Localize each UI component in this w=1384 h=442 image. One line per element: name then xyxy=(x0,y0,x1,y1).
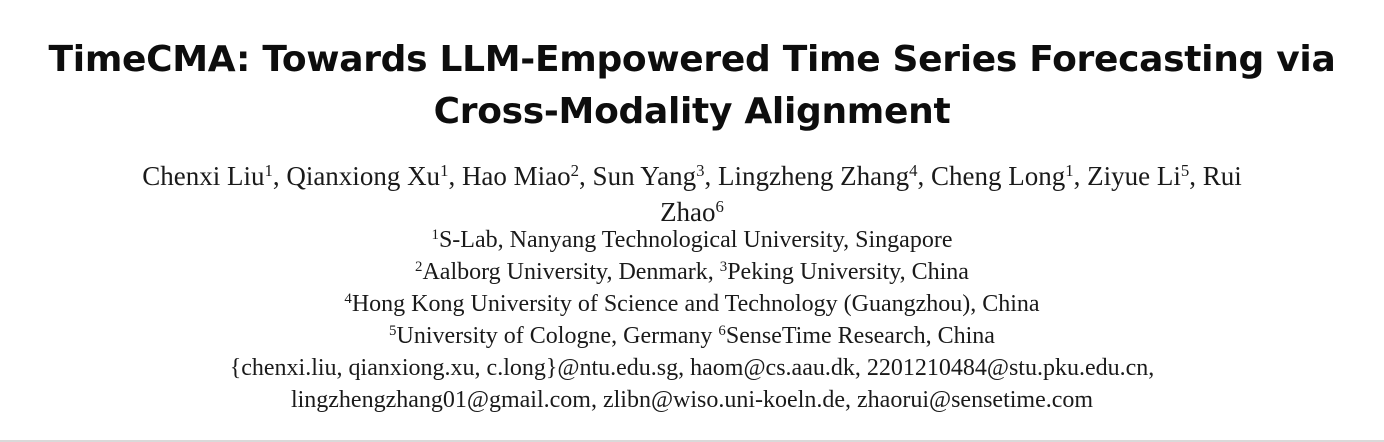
affiliation-line xyxy=(0,224,1384,256)
author-name: Cheng Long xyxy=(931,161,1066,191)
affiliation-text: University of Cologne, Germany xyxy=(396,323,719,349)
author-separator: , xyxy=(1189,161,1203,191)
author-affiliation-mark: 2 xyxy=(570,160,580,180)
affiliation-line xyxy=(0,256,1384,288)
author-name: Chenxi Liu xyxy=(142,161,265,191)
author-name: Qianxiong Xu xyxy=(286,161,441,191)
affiliation-mark: 6 xyxy=(718,322,726,339)
author-affiliation-mark: 3 xyxy=(696,160,705,180)
paper-title-line-1: TimeCMA: Towards LLM-Empowered Time Series Forecasting via xyxy=(48,39,1336,80)
email-line-2: lingzhengzhang01@gmail.com, zlibn@wiso.uni-koeln.de, zhaorui@sensetime.com xyxy=(290,387,1094,413)
author xyxy=(718,161,918,191)
affiliation-text: SenseTime Research, China xyxy=(725,323,995,349)
affiliation-mark: 5 xyxy=(389,322,397,339)
affiliation-text: Hong Kong University of Science and Technology (Guangzhou), China xyxy=(351,291,1040,317)
author-separator: , xyxy=(1073,161,1088,191)
author-name: Sun Yang xyxy=(592,161,697,191)
affiliation-mark: 3 xyxy=(719,258,728,275)
affiliation-text: Peking University, China xyxy=(727,259,969,285)
author xyxy=(931,161,1074,191)
author-separator: , xyxy=(704,161,718,191)
author-name: Ziyue Li xyxy=(1087,161,1181,191)
author-affiliation-mark: 6 xyxy=(715,196,724,216)
affiliation-list xyxy=(0,224,1384,352)
affiliation-line xyxy=(0,320,1384,352)
affiliation-mark: 1 xyxy=(431,226,439,243)
author-separator: , xyxy=(579,161,593,191)
email-list xyxy=(0,352,1384,416)
author-affiliation-mark: 4 xyxy=(909,160,918,180)
author-line-1 xyxy=(0,158,1384,194)
author xyxy=(462,161,579,191)
author-name: Lingzheng Zhang xyxy=(717,161,910,191)
author-affiliation-mark: 5 xyxy=(1180,160,1190,180)
affiliation-text: Aalborg University, Denmark, xyxy=(422,259,720,285)
affiliation-mark: 4 xyxy=(344,290,352,307)
author xyxy=(286,161,448,191)
affiliation-mark: 2 xyxy=(415,258,423,275)
paper-title-line-2: Cross-Modality Alignment xyxy=(433,91,951,132)
author-affiliation-mark: 1 xyxy=(264,160,273,180)
author-name-first-part: Rui xyxy=(1202,161,1242,191)
paper-title xyxy=(0,0,1384,138)
author-separator: , xyxy=(448,161,462,191)
affiliation-text: S-Lab, Nanyang Technological University, Singapore xyxy=(438,227,953,253)
author-affiliation-mark: 1 xyxy=(440,160,449,180)
author-name: Hao Miao xyxy=(461,161,571,191)
author-list xyxy=(0,158,1384,230)
email-line-1: {chenxi.liu, qianxiong.xu, c.long}@ntu.edu.sg, haom@cs.aau.dk, 2201210484@stu.pku.edu.cn, xyxy=(229,355,1155,381)
author xyxy=(660,197,724,227)
author-separator: , xyxy=(917,161,932,191)
author-affiliation-mark: 1 xyxy=(1065,160,1074,180)
author-name-last-part: Zhao xyxy=(660,197,716,227)
author xyxy=(1087,161,1189,191)
affiliation-line xyxy=(0,288,1384,320)
author-separator: , xyxy=(272,161,287,191)
author xyxy=(593,161,705,191)
author xyxy=(142,161,273,191)
